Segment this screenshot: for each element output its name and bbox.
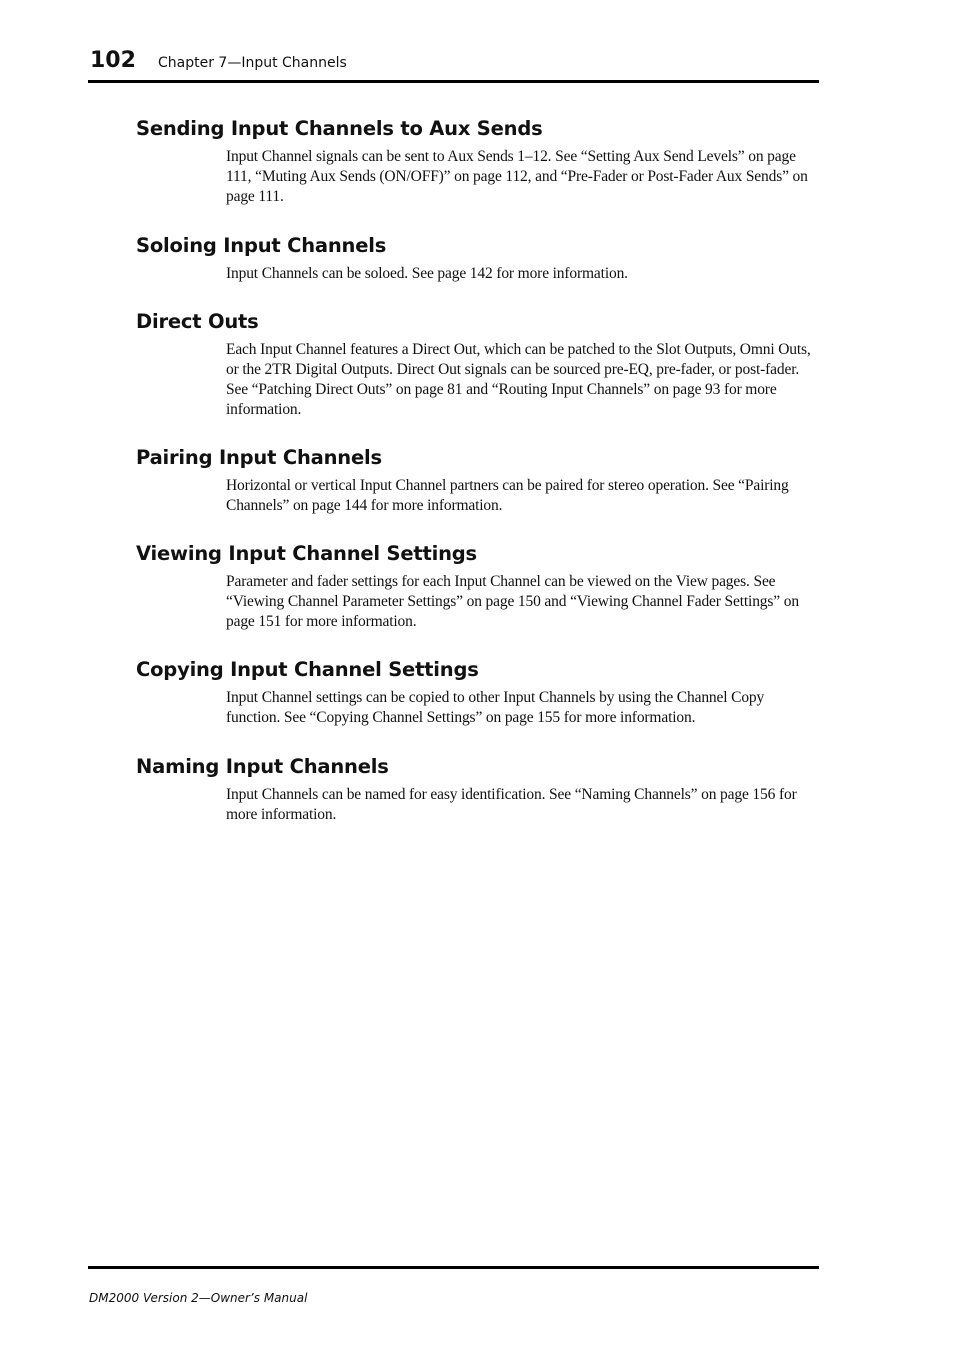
page-number: 102 [90, 48, 136, 73]
section-heading: Direct Outs [136, 310, 259, 333]
footer-manual-title: DM2000 Version 2—Owner’s Manual [89, 1291, 308, 1305]
section-body: Input Channels can be soloed. See page 142 for more information. [226, 265, 628, 282]
section-body: Input Channel settings can be copied to other Input Channels by using the Channel Copy function. See “Copying Channel Settings” on page 155 for more information. [226, 689, 765, 726]
section-heading: Soloing Input Channels [136, 234, 387, 257]
page-header [89, 46, 819, 80]
section-heading: Naming Input Channels [136, 755, 389, 778]
chapter-title: Chapter 7—Input Channels [158, 55, 347, 71]
header-rule [88, 80, 819, 83]
section-body: Parameter and fader settings for each Input Channel can be viewed on the View pages. See “Viewing Channel Parameter Settings” on page 150 and “Viewing Channel Fader Settings” on page 151 for more information. [226, 573, 799, 630]
section-heading: Pairing Input Channels [136, 446, 382, 469]
footer-rule [88, 1266, 819, 1269]
section-body: Input Channels can be named for easy identification. See “Naming Channels” on page 156 for more information. [226, 786, 797, 823]
section-body: Horizontal or vertical Input Channel partners can be paired for stereo operation. See “Pairing Channels” on page 144 for more information. [226, 477, 789, 514]
section-body: Each Input Channel features a Direct Out, which can be patched to the Slot Outputs, Omni Outs, or the 2TR Digital Outputs. Direct Out signals can be sourced pre-EQ, pre-fader, or post-fader. See “Patching Direct Outs” on page 81 and “Routing Input Channels” on page 93 for more information. [226, 341, 811, 418]
section-heading: Copying Input Channel Settings [136, 658, 479, 681]
section-body: Input Channel signals can be sent to Aux Sends 1–12. See “Setting Aux Send Levels” on page 111, “Muting Aux Sends (ON/OFF)” on page 112, and “Pre-Fader or Post-Fader Aux Sends” on page 111. [226, 148, 808, 205]
section-heading: Sending Input Channels to Aux Sends [136, 117, 543, 140]
section-heading: Viewing Input Channel Settings [136, 542, 477, 565]
